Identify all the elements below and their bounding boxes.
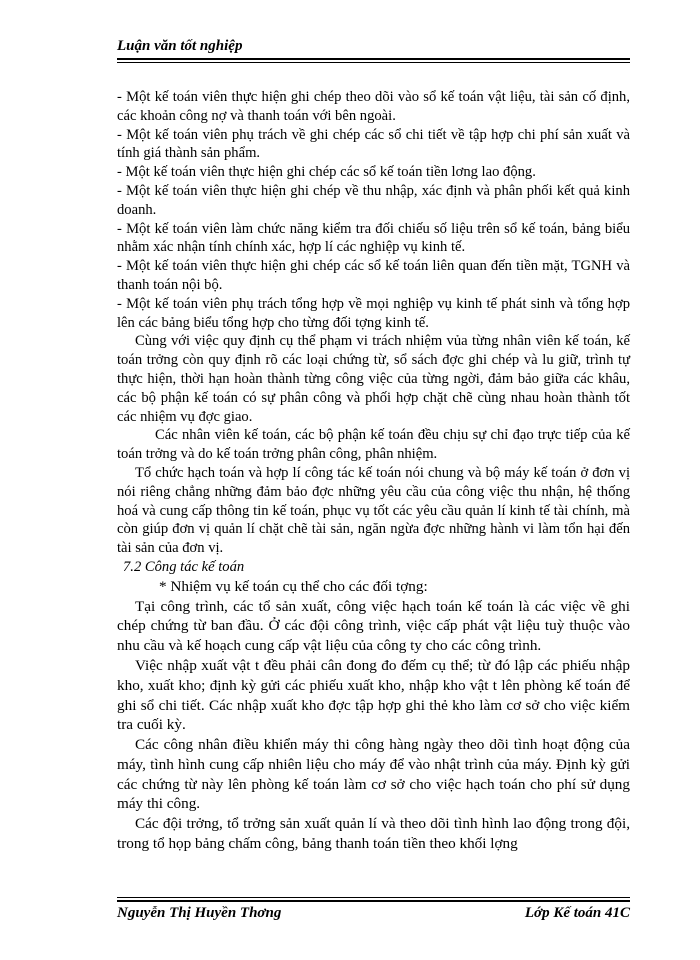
paragraph-14: Các đội trởng, tổ trởng sản xuất quản lí và theo dõi tình hình lao động trong đội, trong tổ họp bảng chấm công, bảng thanh toán tiền theo khối lợng — [117, 815, 630, 853]
paragraph-5: - Một kế toán viên làm chức năng kiểm tra đối chiếu số liệu trên sổ kế toán, bảng biểu nhằm xác nhận tính chính xác, hợp lí các nghiệp vụ kinh tế. — [117, 220, 630, 256]
footer-rule-thin — [117, 897, 630, 898]
footer-rule-thick — [117, 900, 630, 902]
paragraph-4: - Một kế toán viên thực hiện ghi chép về thu nhập, xác định và phân phối kết quả kinh doanh. — [117, 182, 630, 218]
footer-class: Lớp Kế toán 41C — [524, 905, 630, 921]
paragraph-9: Các nhân viên kế toán, các bộ phận kế toán đều chịu sự chỉ đạo trực tiếp của kế toán trởng và do kế toán trởng phân công, phân nhiệm. — [117, 427, 630, 463]
paragraph-12: Việc nhập xuất vật t đều phải cân đong đo đếm cụ thể; từ đó lập các phiếu nhập kho, xuất kho; định kỳ gửi các phiếu xuất kho, nhập kho vật t lên phòng kế toán để ghi sổ chi tiết. Các nhập xuất kho đợc tập hợp ghi thẻ kho làm cơ sở cho việc kiểm tra cuối kỳ. — [117, 656, 630, 734]
page-footer — [117, 905, 630, 922]
section-heading: 7.2 Công tác kế toán — [123, 558, 245, 575]
header-rule-thick — [117, 58, 630, 60]
document-body — [117, 88, 630, 854]
footer-author: Nguyễn Thị Huyền Thơng — [117, 905, 282, 921]
paragraph-2: - Một kế toán viên phụ trách về ghi chép các sổ chi tiết về tập hợp chi phí sản xuất và tính giá thành sản phẩm. — [117, 126, 630, 162]
header-rule-thin — [117, 62, 630, 63]
paragraph-7: - Một kế toán viên phụ trách tổng hợp về mọi nghiệp vụ kinh tế phát sinh và tổng hợp lên các bảng biểu tổng hợp cho từng đối tợng kinh tế. — [117, 295, 630, 331]
paragraph-3: - Một kế toán viên thực hiện ghi chép các sổ kế toán tiền lơng lao động. — [117, 164, 536, 181]
paragraph-6: - Một kế toán viên thực hiện ghi chép các sổ kế toán liên quan đến tiền mặt, TGNH và thanh toán nội bộ. — [117, 258, 630, 293]
subheading: * Nhiệm vụ kế toán cụ thể cho các đối tợng: — [159, 577, 428, 595]
paragraph-10: Tổ chức hạch toán và hợp lí công tác kế toán nói chung và bộ máy kế toán ở đơn vị nói riêng chẳng những đảm bảo đợc những yêu cầu của công việc thu nhận, hệ thống hoá và cung cấp thông tin kế toán, phục vụ tốt các yêu cầu quản lí kinh tế tài chính, mà còn giúp đơn vị quản lí chặt chẽ tài sản, ngăn ngừa đợc những hành vi làm tổn hại đến tài sản của đơn vị. — [117, 464, 630, 557]
paragraph-13: Các công nhân điều khiển máy thi công hàng ngày theo dõi tình hoạt động của máy, tình hình cung cấp nhiên liệu cho máy để vào nhật trình của máy. Định kỳ gửi các chứng từ này lên phòng kế toán làm cơ sở cho việc hạch toán cho phí sử dụng máy thi công. — [117, 736, 630, 813]
page-header-title: Luận văn tốt nghiệp — [117, 38, 243, 54]
paragraph-11: Tại công trình, các tổ sản xuất, công việc hạch toán kế toán là các việc về ghi chép chứng từ ban đầu. Ở các đội công trình, việc cấp phát vật liệu tuỳ thuộc vào nhu cầu và kế hoạch cung cấp vật liệu của công ty cho các công trình. — [117, 597, 630, 655]
paragraph-8: Cùng với việc quy định cụ thể phạm vi trách nhiệm vủa từng nhân viên kế toán, kế toán trởng còn quy định rõ các loại chứng từ, sổ sách đợc ghi chép và lu giữ, trình tự thực hiện, thời hạn hoàn thành từng công việc của từng ngời, đảm bảo giữa các khâu, các bộ phận kế toán có sự phân công và phối hợp chặt chẽ cùng nhau hoàn thành tốt các nhiệm vụ đợc giao. — [117, 333, 630, 425]
paragraph-1: - Một kế toán viên thực hiện ghi chép theo dõi vào sổ kế toán vật liệu, tài sản cố định, các khoản công nợ và thanh toán với bên ngoài. — [117, 89, 630, 124]
